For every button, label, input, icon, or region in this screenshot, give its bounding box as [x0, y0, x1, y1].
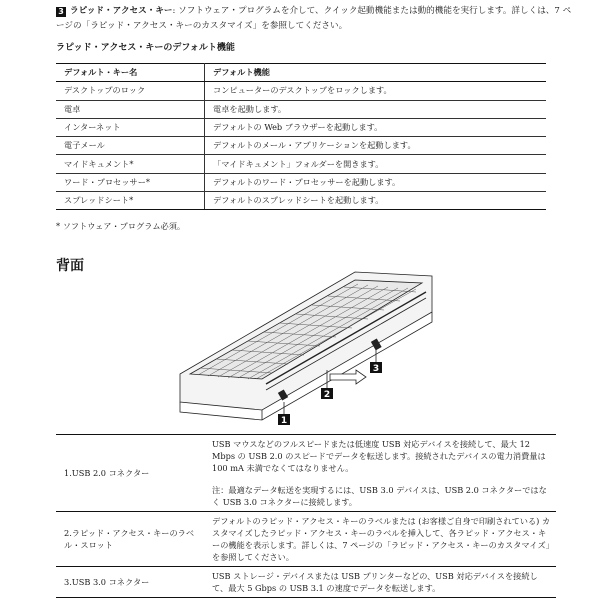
- key-function: コンピューターのデスクトップをロックします。: [205, 82, 547, 100]
- port-name: 3.USB 3.0 コネクター: [56, 567, 208, 598]
- table-row: [56, 192, 546, 210]
- table-heading: ラピッド・アクセス・キーのデフォルト機能: [56, 43, 235, 53]
- table-row: [56, 82, 546, 100]
- key-name: デスクトップのロック: [56, 82, 205, 100]
- table-row: [56, 155, 546, 173]
- key-name: 電子メール: [56, 137, 205, 155]
- port-desc-text: USB ストレージ・デバイスまたは USB プリンターなどの、USB 対応デバイスを接続して、最大 5 Gbps の USB 3.1 の速度でデータを転送します。: [212, 571, 538, 593]
- port-name: 2.ラピッド・アクセス・キーのラベル・スロット: [56, 512, 208, 567]
- table-header-row: [56, 64, 546, 82]
- key-function: 電卓を起動します。: [205, 100, 547, 118]
- port-description: [208, 512, 556, 567]
- key-function: デフォルトのワード・プロセッサーを起動します。: [205, 173, 547, 191]
- default-keys-table: [56, 63, 546, 210]
- key-name: インターネット: [56, 118, 205, 136]
- table-row: [56, 512, 556, 567]
- port-desc-text: デフォルトのラピッド・アクセス・キーのラベルまたは (お客様ご自身で印刷されている) カスタマイズしたラピッド・アクセス・キーのラベルを挿入して、各ラピッド・アクセス・キーの機能を表示します。詳しくは、7 ページの「ラピッド・アクセス・キーのカスタマイズ」を参照してください。: [212, 516, 551, 562]
- column-header: デフォルト機能: [205, 64, 547, 82]
- callout-badge-3: 3: [56, 7, 66, 17]
- table-row: [56, 100, 546, 118]
- keyboard-icon: [180, 272, 432, 420]
- column-header: デフォルト・キー名: [56, 64, 205, 82]
- port-desc-text: USB マウスなどのフルスピードまたは低速度 USB 対応デバイスを接続して、最大 12 Mbps の USB 2.0 のスピードでデータを転送します。接続されたデバイスの電力消費量は 100 mA 未満でなくてはなりません。: [212, 439, 546, 473]
- key-name: ワード・プロセッサー*: [56, 173, 205, 191]
- key-name: 電卓: [56, 100, 205, 118]
- intro-text: : ソフトウェア・プログラムを介して、クイック起動機能または動的機能を実行します。詳しくは、7 ページの「ラピッド・アクセス・キーのカスタマイズ」を参照してください。: [56, 6, 572, 31]
- key-function: 「マイドキュメント」フォルダーを開きます。: [205, 155, 547, 173]
- key-name: マイドキュメント*: [56, 155, 205, 173]
- section-title: 背面: [56, 258, 84, 274]
- callout-3: 3: [372, 364, 380, 374]
- callout-1: 1: [280, 416, 288, 426]
- key-name: スプレッドシート*: [56, 192, 205, 210]
- port-name: 1.USB 2.0 コネクター: [56, 435, 208, 512]
- table-row: [56, 118, 546, 136]
- table-row: [56, 435, 556, 512]
- key-function: デフォルトのメール・アプリケーションを起動します。: [205, 137, 547, 155]
- intro-term: ラピッド・アクセス・キー: [70, 6, 173, 16]
- intro-paragraph: [56, 4, 576, 34]
- key-function: デフォルトのスプレッドシートを起動します。: [205, 192, 547, 210]
- port-note-text: 注：最適なデータ転送を実現するには、USB 3.0 デバイスは、USB 2.0 コネクターではなく USB 3.0 コネクターに接続します。: [212, 485, 547, 507]
- key-function: デフォルトの Web ブラウザーを起動します。: [205, 118, 547, 136]
- table-row: [56, 137, 546, 155]
- footnote: * ソフトウェア・プログラム必須。: [56, 221, 186, 231]
- port-description: [208, 435, 556, 512]
- keyboard-rear-illustration: [170, 262, 440, 432]
- rear-ports-table: [56, 434, 556, 598]
- table-row: [56, 173, 546, 191]
- callout-2: 2: [323, 390, 331, 400]
